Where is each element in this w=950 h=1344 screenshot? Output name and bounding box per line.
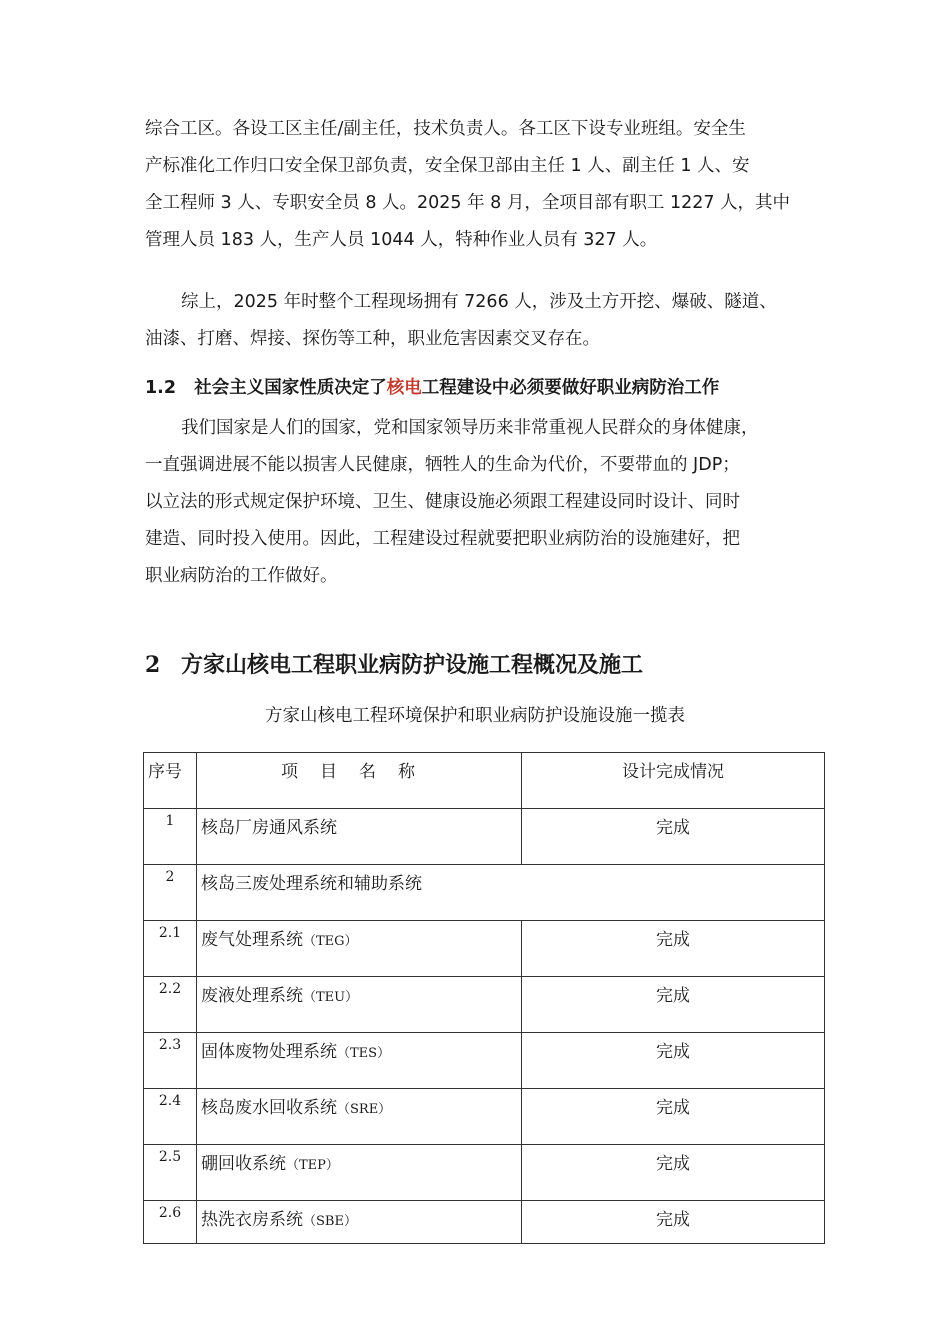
row-name: 废气处理系统（TEG） — [197, 921, 522, 977]
heading-highlight: 核电 — [386, 378, 422, 398]
text-line: 职业病防治的工作做好。 — [145, 566, 338, 586]
staffing-paragraph — [145, 111, 825, 259]
row-status: 完成 — [522, 809, 825, 865]
table-header-row — [144, 753, 825, 809]
row-no: 2.5 — [144, 1145, 197, 1201]
text-line: 管理人员 183 人，生产人员 1044 人，特种作业人员有 327 人。 — [145, 230, 658, 250]
header-name: 项目名称 — [197, 753, 522, 809]
summary-paragraph — [145, 284, 825, 358]
table-row — [144, 865, 825, 921]
system-code: （SBE） — [303, 1214, 357, 1229]
table-row — [144, 1089, 825, 1145]
row-no: 2.3 — [144, 1033, 197, 1089]
section-number: 2 — [145, 652, 161, 678]
heading-text: 方家山核电工程职业病防护设施工程概况及施工 — [181, 652, 644, 678]
text-line: 以立法的形式规定保护环境、卫生、健康设施必须跟工程建设同时设计、同时 — [145, 492, 740, 512]
heading-text: 工程建设中必须要做好职业病防治工作 — [421, 378, 720, 398]
row-name: 硼回收系统（TEP） — [197, 1145, 522, 1201]
text-line: 建造、同时投入使用。因此，工程建设过程就要把职业病防治的设施建好，把 — [145, 529, 740, 549]
row-name: 废液处理系统（TEU） — [197, 977, 522, 1033]
row-no: 2.1 — [144, 921, 197, 977]
row-no: 1 — [144, 809, 197, 865]
row-name: 热洗衣房系统（SBE） — [197, 1201, 522, 1244]
row-no: 2.2 — [144, 977, 197, 1033]
system-code: （TES） — [337, 1046, 391, 1061]
row-status: 完成 — [522, 1089, 825, 1145]
row-status: 完成 — [522, 921, 825, 977]
header-status: 设计完成情况 — [522, 753, 825, 809]
table-row — [144, 977, 825, 1033]
header-no: 序号 — [144, 753, 197, 809]
text-line: 一直强调进展不能以损害人民健康，牺牲人的生命为代价，不要带血的 JDP； — [145, 455, 740, 475]
row-no: 2 — [144, 865, 197, 921]
row-status: 完成 — [522, 1033, 825, 1089]
row-status: 完成 — [522, 1145, 825, 1201]
section-1-2-heading — [145, 374, 719, 399]
system-code: （TEU） — [303, 990, 359, 1005]
heading-text: 社会主义国家性质决定了 — [194, 378, 387, 398]
text-line: 我们国家是人们的国家，党和国家领导历来非常重视人民群众的身体健康， — [181, 418, 759, 438]
text-line: 综合工区。各设工区主任/副主任，技术负责人。各工区下设专业班组。安全生 — [145, 119, 746, 139]
row-name: 核岛废水回收系统（SRE） — [197, 1089, 522, 1145]
row-name: 核岛厂房通风系统 — [197, 809, 522, 865]
facilities-table — [143, 752, 825, 1244]
system-code: （TEG） — [303, 934, 358, 949]
row-name: 核岛三废处理系统和辅助系统 — [197, 865, 825, 921]
text-line: 综上，2025 年时整个工程现场拥有 7266 人，涉及土方开挖、爆破、隧道、 — [181, 292, 777, 312]
table-row — [144, 1145, 825, 1201]
table-row — [144, 1201, 825, 1244]
table-row — [144, 1033, 825, 1089]
table-row — [144, 921, 825, 977]
section-2-heading — [145, 648, 643, 679]
row-status: 完成 — [522, 977, 825, 1033]
section-number: 1.2 — [145, 378, 177, 398]
text-line: 产标准化工作归口安全保卫部负责，安全保卫部由主任 1 人、副主任 1 人、安 — [145, 156, 750, 176]
table-caption: 方家山核电工程环境保护和职业病防护设施设施一揽表 — [265, 706, 685, 726]
row-no: 2.4 — [144, 1089, 197, 1145]
system-code: （TEP） — [286, 1158, 339, 1173]
row-name: 固体废物处理系统（TES） — [197, 1033, 522, 1089]
row-status: 完成 — [522, 1201, 825, 1244]
text-line: 全工程师 3 人、专职安全员 8 人。2025 年 8 月，全项目部有职工 1227 人，其中 — [145, 193, 791, 213]
text-line: 油漆、打磨、焊接、探伤等工种，职业危害因素交叉存在。 — [145, 329, 600, 349]
table-row — [144, 809, 825, 865]
row-no: 2.6 — [144, 1201, 197, 1244]
system-code: （SRE） — [337, 1102, 392, 1117]
national-policy-paragraph — [145, 410, 825, 595]
